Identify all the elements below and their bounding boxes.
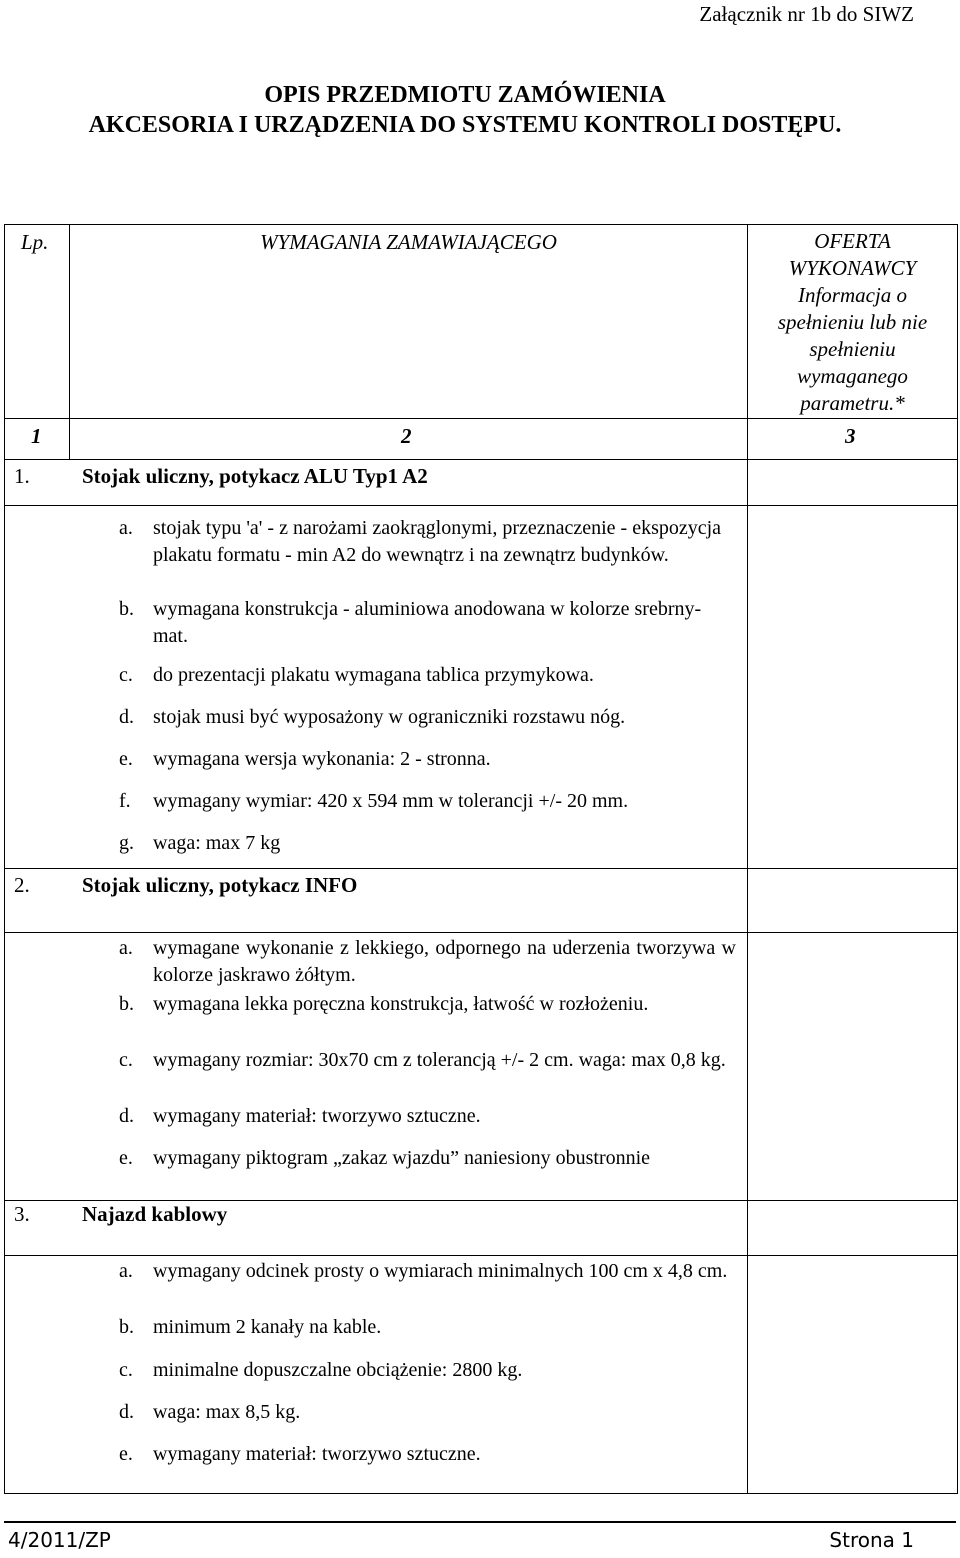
colnum-1: 1 — [31, 424, 42, 448]
footer-divider — [4, 1521, 956, 1523]
col-lp-header: Lp. — [21, 230, 49, 254]
list-item: e. wymagany materiał: tworzywo sztuczne. — [119, 1443, 481, 1465]
list-item: a. stojak typu 'a' - z narożami zaokrąglonymi, przeznaczenie - ekspozycja plakatu formatu - min A2 do wewnątrz i na zewnątrz budynków. — [119, 517, 722, 566]
list-item: a. wymagany odcinek prosty o wymiarach minimalnych 100 cm x 4,8 cm. — [119, 1260, 728, 1282]
document-number: 4/2011/ZP — [8, 1528, 111, 1552]
list-item: b. wymagana konstrukcja - aluminiowa anodowana w kolorze srebrny-mat. — [119, 598, 702, 647]
section-title: Stojak uliczny, potykacz ALU Typ1 A2 — [82, 464, 428, 488]
list-item: d. stojak musi być wyposażony w ograniczniki rozstawu nóg. — [119, 706, 626, 728]
list-item: e. wymagana wersja wykonania: 2 - stronna. — [119, 748, 491, 770]
section-number: 2. — [14, 873, 30, 897]
page-number: Strona 1 — [829, 1528, 914, 1552]
section-number: 3. — [14, 1202, 30, 1226]
list-item: c. minimalne dopuszczalne obciążenie: 2800 kg. — [119, 1359, 523, 1381]
page-subtitle: AKCESORIA I URZĄDZENIA DO SYSTEMU KONTROLI DOSTĘPU. — [88, 112, 842, 138]
section-title: Najazd kablowy — [82, 1202, 228, 1226]
list-item: f. wymagany wymiar: 420 x 594 mm w tolerancji +/- 20 mm. — [119, 790, 629, 812]
list-item: c. do prezentacji plakatu wymagana tablica przymykowa. — [119, 664, 594, 686]
page-title: OPIS PRZEDMIOTU ZAMÓWIENIA — [264, 82, 666, 108]
list-item: d. waga: max 8,5 kg. — [119, 1401, 301, 1423]
list-item: b. minimum 2 kanały na kable. — [119, 1316, 382, 1338]
list-item: g. waga: max 7 kg — [119, 832, 281, 854]
section-title: Stojak uliczny, potykacz INFO — [82, 873, 358, 897]
list-item: d. wymagany materiał: tworzywo sztuczne. — [119, 1105, 481, 1127]
attachment-label: Załącznik nr 1b do SIWZ — [699, 2, 914, 26]
col-offer-header: OFERTA WYKONAWCY Informacja o spełnieniu lub nie spełnieniu wymaganego parametru.* — [777, 229, 928, 415]
colnum-2: 2 — [401, 424, 412, 448]
list-item: e. wymagany piktogram „zakaz wjazdu” naniesiony obustronnie — [119, 1147, 651, 1169]
list-item: b. wymagana lekka poręczna konstrukcja, łatwość w rozłożeniu. — [119, 993, 649, 1015]
col-requirements-header: WYMAGANIA ZAMAWIAJĄCEGO — [260, 230, 557, 254]
list-item: c. wymagany rozmiar: 30x70 cm z tolerancją +/- 2 cm. waga: max 0,8 kg. — [119, 1049, 726, 1071]
colnum-3: 3 — [845, 424, 856, 448]
list-item: a. wymagane wykonanie z lekkiego, odpornego na uderzenia tworzywa w kolorze jaskrawo żółtym. — [119, 937, 736, 986]
section-number: 1. — [14, 464, 30, 488]
